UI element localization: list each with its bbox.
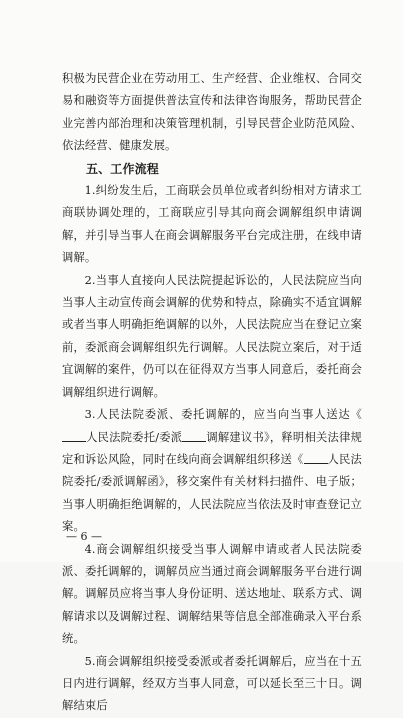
paragraph-3-part-a: 3.人民法院委派、委托调解的，应当向当事人送达《 — [84, 408, 362, 422]
paragraph-5: 5.商会调解组织接受委派或者委托调解后，应当在十五日内进行调解，经双方当事人同意，可以延长至三十日。调解结束后 — [62, 654, 362, 713]
page-number: — 6 — — [66, 530, 102, 543]
paragraph-3-part-b: 人民法院委托/委派 — [86, 430, 183, 444]
paragraph-4: 4.商会调解组织接受当事人调解申请或者人民法院委派、委托调解的，调解员应当通过商会调解服务平台进行调解。调解员应将当事人身份证明、送达地址、联系方式、调解请求以及调解过程、调解结果等信息全部准确录入平台系统。 — [62, 542, 362, 646]
fill-blank — [182, 429, 206, 442]
paragraph-3-part-d: 人民法院委托/委派调解函》，移交案件有关材料扫描件、电子版；当事人明确拒绝调解的，人民法院应当依法及时审查登记立案。 — [62, 452, 362, 534]
document-body — [62, 68, 362, 718]
fill-blank — [304, 451, 328, 464]
paragraph-3-part-c: 调解建议书》，释明相关法律规定和诉讼风险，同时在线向商会调解组织移送《 — [62, 430, 362, 466]
paragraph-2: 2.当事人直接向人民法院提起诉讼的，人民法院应当向当事人主动宣传商会调解的优势和特点，除确实不适宜调解或者当事人明确拒绝调解的以外，人民法院应当在登记立案前，委派商会调解组织先行调解。人民法院立案后，对于适宜调解的案件，仍可以在征得双方当事人同意后，委托商会调解组织进行调解。 — [62, 273, 362, 399]
fill-blank — [62, 429, 86, 442]
intro-paragraph: 积极为民营企业在劳动用工、生产经营、企业维权、合同交易和融资等方面提供普法宣传和法律咨询服务，帮助民营企业完善内部治理和决策管理机制，引导民营企业防范风险、依法经营、健康发展。 — [62, 72, 362, 153]
section-heading: 五、工作流程 — [86, 161, 159, 176]
paragraph-3 — [62, 404, 362, 538]
paragraph-1: 1.纠纷发生后，工商联会员单位或者纠纷相对方请求工商联协调处理的，工商联应引导其向商会调解组织申请调解，并引导当事人在商会调解服务平台完成注册，在线申请调解。 — [62, 184, 362, 265]
